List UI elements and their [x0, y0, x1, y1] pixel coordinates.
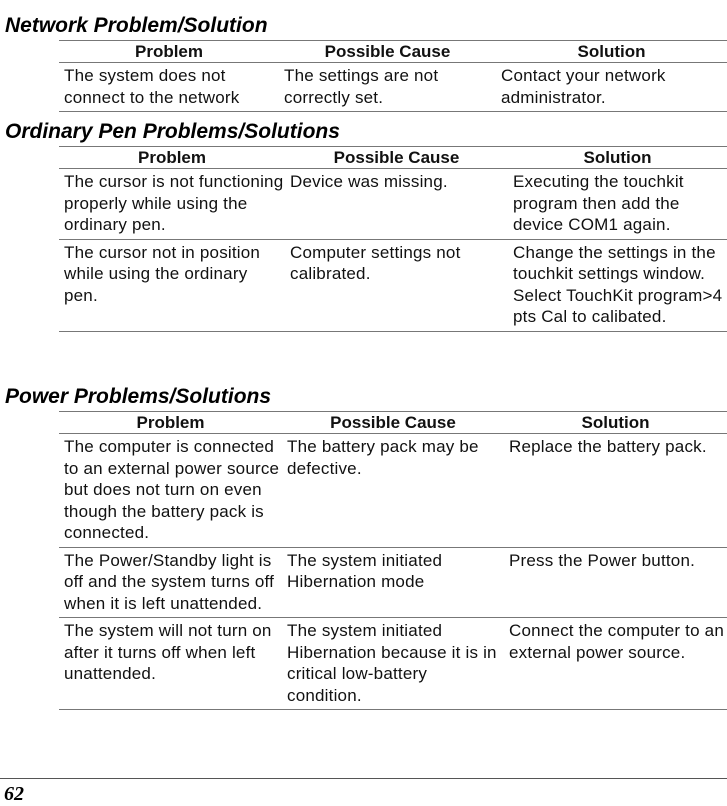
table-row — [59, 63, 727, 112]
problem-cell: The cursor not in position while using the ordinary pen. — [59, 239, 285, 331]
page-number: 62 — [4, 783, 24, 805]
cause-cell: The settings are not correctly set. — [279, 63, 496, 112]
solution-cell: Connect the computer to an external power source. — [504, 618, 727, 710]
cause-cell: The system initiated Hibernation mode — [282, 547, 504, 618]
network-problems-table — [59, 40, 727, 112]
solution-cell: Executing the touchkit program then add the device COM1 again. — [508, 169, 727, 240]
problem-cell: The system will not turn on after it turns off when left unattended. — [59, 618, 282, 710]
cause-cell: Computer settings not calibrated. — [285, 239, 508, 331]
column-header-solution: Solution — [508, 147, 727, 169]
table-header-row — [59, 147, 727, 169]
table-row — [59, 434, 727, 548]
table-row — [59, 547, 727, 618]
ordinary-pen-problems-table — [59, 146, 727, 332]
table-header-row — [59, 41, 727, 63]
section-title-power: Power Problems/Solutions — [5, 385, 272, 408]
problem-cell: The system does not connect to the network — [59, 63, 279, 112]
problem-cell: The Power/Standby light is off and the system turns off when it is left unattended. — [59, 547, 282, 618]
column-header-problem: Problem — [59, 147, 285, 169]
cause-cell: The system initiated Hibernation because it is in critical low-battery condition. — [282, 618, 504, 710]
column-header-problem: Problem — [59, 412, 282, 434]
cause-cell: The battery pack may be defective. — [282, 434, 504, 548]
solution-cell: Contact your network administrator. — [496, 63, 727, 112]
table-row — [59, 169, 727, 240]
problem-cell: The cursor is not functioning properly while using the ordinary pen. — [59, 169, 285, 240]
column-header-cause: Possible Cause — [285, 147, 508, 169]
column-header-cause: Possible Cause — [279, 41, 496, 63]
table-row — [59, 239, 727, 331]
column-header-cause: Possible Cause — [282, 412, 504, 434]
section-title-ordinary-pen: Ordinary Pen Problems/Solutions — [5, 120, 340, 143]
column-header-solution: Solution — [496, 41, 727, 63]
solution-cell: Press the Power button. — [504, 547, 727, 618]
footer-divider — [0, 778, 727, 779]
column-header-problem: Problem — [59, 41, 279, 63]
table-header-row — [59, 412, 727, 434]
cause-cell: Device was missing. — [285, 169, 508, 240]
power-problems-table — [59, 411, 727, 710]
table-row — [59, 618, 727, 710]
column-header-solution: Solution — [504, 412, 727, 434]
solution-cell: Change the settings in the touchkit settings window. Select TouchKit program>4 pts Cal to calibated. — [508, 239, 727, 331]
problem-cell: The computer is connected to an external power source but does not turn on even though the battery pack is connected. — [59, 434, 282, 548]
section-title-network: Network Problem/Solution — [5, 14, 268, 37]
solution-cell: Replace the battery pack. — [504, 434, 727, 548]
